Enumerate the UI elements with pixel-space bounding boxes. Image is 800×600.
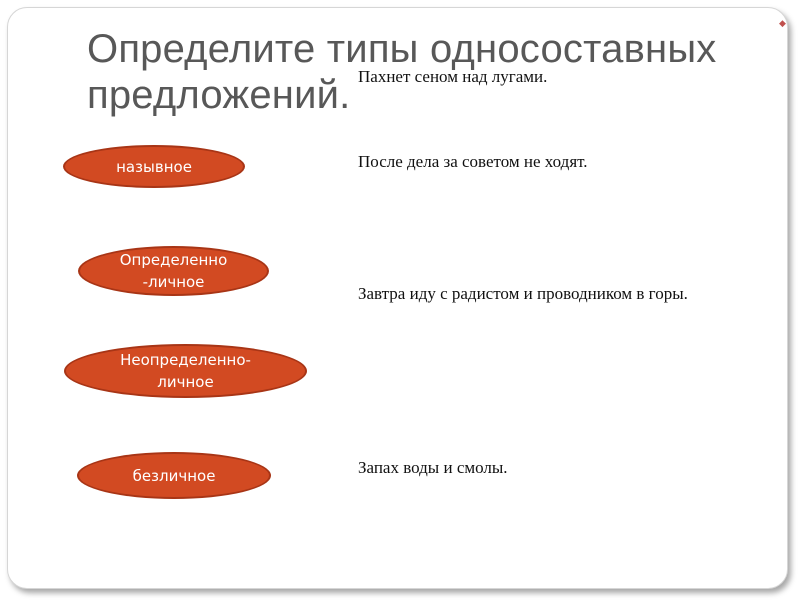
type-oval-impersonal[interactable] bbox=[77, 452, 271, 499]
type-oval-nominative[interactable] bbox=[63, 145, 245, 188]
type-label: Неопределенно-личное bbox=[120, 351, 251, 391]
type-oval-definite-personal[interactable] bbox=[78, 246, 269, 296]
type-label: назывное bbox=[116, 157, 192, 176]
sentence-1[interactable]: Пахнет сеном над лугами. bbox=[358, 67, 548, 86]
sentence-2[interactable]: После дела за советом не ходят. bbox=[358, 152, 588, 171]
type-oval-indefinite-personal[interactable] bbox=[64, 344, 307, 398]
sentence-3[interactable]: Завтра иду с радистом и проводником в горы. bbox=[358, 284, 688, 303]
type-label: Определенно -личное bbox=[119, 251, 228, 291]
type-label: безличное bbox=[132, 466, 216, 485]
slide-title: Определите типы односоставных предложений. bbox=[87, 27, 717, 117]
sentence-4[interactable]: Запах воды и смолы. bbox=[358, 458, 508, 477]
corner-bullet-icon: ◆ bbox=[779, 19, 786, 29]
